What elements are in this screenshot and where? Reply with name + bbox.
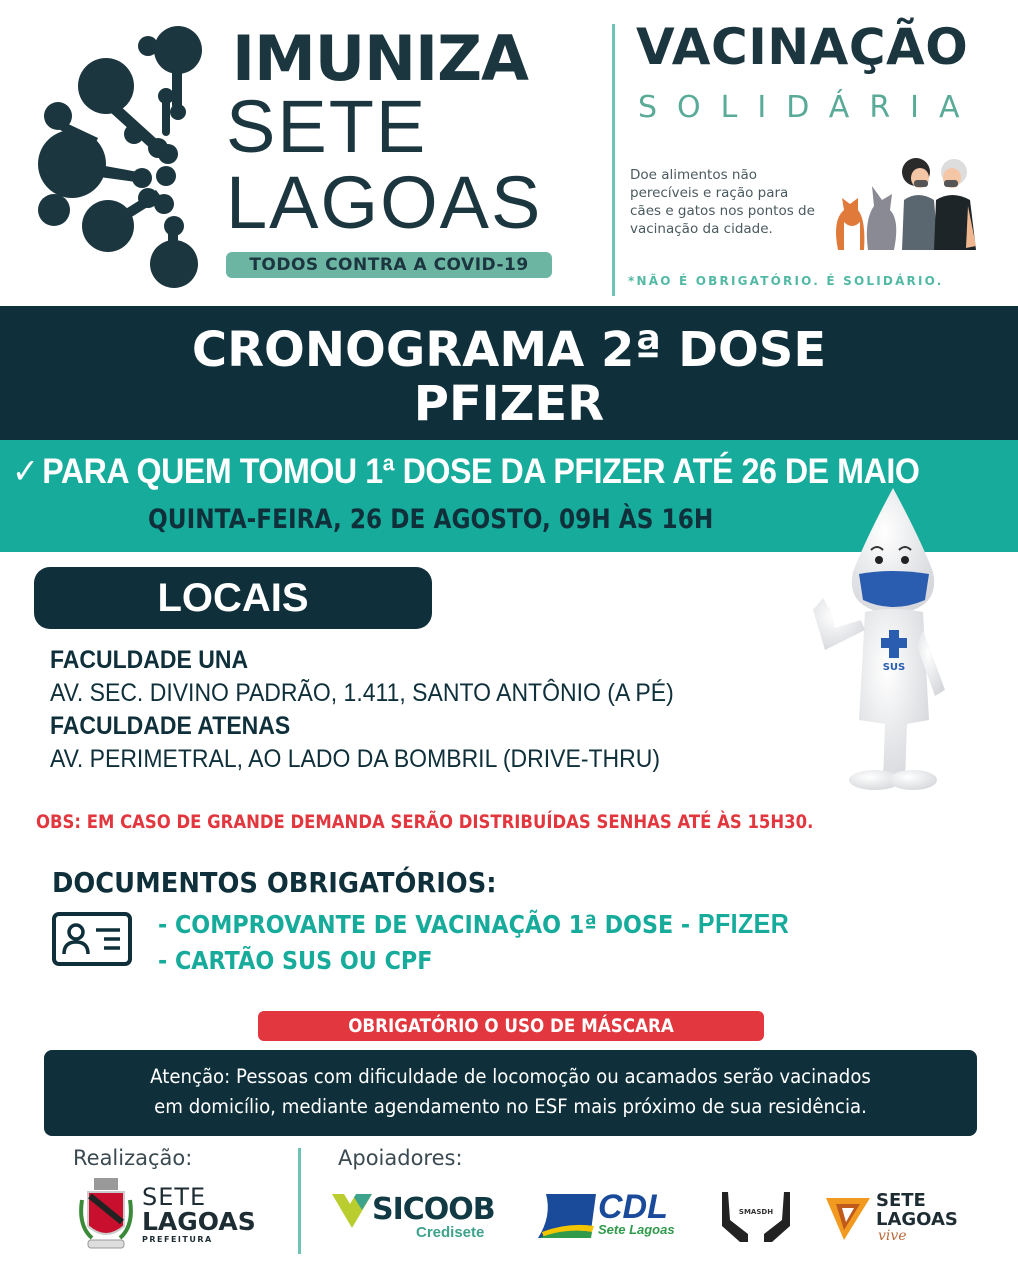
vaccine-name: PFIZER	[413, 376, 605, 432]
document-item-highlight: PFIZER	[697, 908, 790, 939]
cdl-flag-icon	[538, 1192, 596, 1240]
sicoob-logo: SICOOB Credisete	[332, 1192, 492, 1244]
header	[0, 0, 1018, 305]
location-name: FACULDADE ATENAS	[50, 712, 291, 740]
ze-gotinha-mascot-icon	[795, 480, 985, 795]
checkmark-icon: ✓	[12, 452, 39, 491]
sicoob-triangle-icon	[332, 1194, 372, 1228]
imuniza-molecule-logo-icon	[38, 14, 218, 292]
cdl-logo: CDL Sete Lagoas	[538, 1190, 688, 1242]
documents-heading: DOCUMENTOS OBRIGATÓRIOS:	[52, 866, 497, 899]
schedule-datetime: QUINTA-FEIRA, 26 DE AGOSTO, 09H ÀS 16H	[148, 504, 714, 535]
schedule-title: CRONOGRAMA 2ª DOSE	[191, 322, 827, 378]
brand-line-lagoas: LAGOAS	[226, 161, 543, 244]
smasdh-logo: SMASDH	[718, 1190, 794, 1242]
sete-lagoas-vive-logo: SETE LAGOAS vive	[826, 1190, 966, 1250]
document-item: - CARTÃO SUS OU CPF	[158, 946, 433, 975]
campaign-title: VACINAÇÃO	[636, 18, 969, 76]
brand-line-sete: SETE	[226, 85, 428, 168]
campaign-note: *NÃO É OBRIGATÓRIO. É SOLIDÁRIO.	[628, 274, 944, 288]
people-and-pets-illustration-icon	[830, 150, 980, 252]
brand-title: IMUNIZA	[232, 22, 529, 95]
attention-line-1: Atenção: Pessoas com dificuldade de locomoção ou acamados serão vacinados	[150, 1065, 871, 1088]
observation-notice: OBS: EM CASO DE GRANDE DEMANDA SERÃO DISTRIBUÍDAS SENHAS ATÉ ÀS 15H30.	[36, 812, 814, 833]
campaign-subtitle: SOLIDÁRIA	[638, 90, 980, 125]
header-divider	[612, 24, 615, 296]
sus-label: SUS	[882, 662, 906, 673]
prefeitura-logo: SETE LAGOAS PREFEITURA	[142, 1183, 256, 1244]
eligibility-criteria: PARA QUEM TOMOU 1ª DOSE DA PFIZER ATÉ 26 DE MAIO	[42, 452, 920, 491]
locations-heading: LOCAIS	[34, 567, 432, 629]
title-band	[0, 306, 1018, 440]
location-name: FACULDADE UNA	[50, 646, 249, 674]
locations-list	[50, 644, 728, 776]
mask-required-badge: OBRIGATÓRIO O USO DE MÁSCARA	[258, 1011, 764, 1041]
realizacao-label: Realização:	[73, 1146, 193, 1170]
apoiadores-label: Apoiadores:	[338, 1146, 463, 1170]
location-address: AV. PERIMETRAL, AO LADO DA BOMBRIL (DRIVE-THRU)	[50, 745, 661, 773]
document-item	[158, 908, 789, 940]
campaign-description: Doe alimentos não perecíveis e ração para cães e gatos nos pontos de vacinação da cidade.	[630, 167, 815, 237]
city-crest-icon	[78, 1176, 134, 1254]
document-item-text: - COMPROVANTE DE VACINAÇÃO 1ª DOSE -	[158, 910, 698, 939]
hands-icon	[718, 1190, 794, 1242]
attention-line-2: em domicílio, mediante agendamento no ESF mais próximo de sua residência.	[154, 1095, 867, 1118]
footer-divider	[298, 1148, 301, 1254]
brand-tagline: TODOS CONTRA A COVID-19	[226, 252, 552, 278]
id-card-icon	[52, 912, 132, 966]
vive-arrow-icon	[826, 1194, 870, 1240]
location-address: AV. SEC. DIVINO PADRÃO, 1.411, SANTO ANTÔNIO (A PÉ)	[50, 679, 674, 707]
attention-notice	[44, 1050, 977, 1136]
